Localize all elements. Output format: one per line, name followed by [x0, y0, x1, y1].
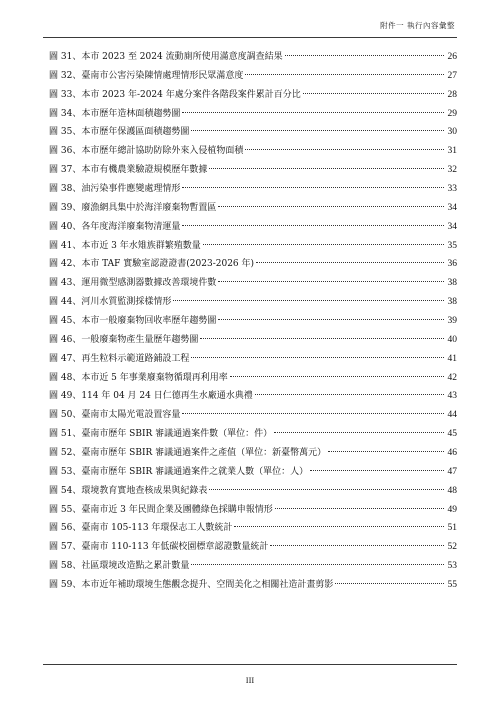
toc-entry[interactable]: [49, 86, 457, 105]
toc-entry-page: 30: [447, 127, 457, 138]
toc-entry-title: 圖 43、運用微型感測器數據改善環境件數: [49, 278, 217, 289]
toc-entry[interactable]: [49, 519, 457, 538]
toc-entry[interactable]: [49, 312, 457, 331]
toc-dot-leader: [173, 300, 444, 301]
toc-entry[interactable]: [49, 237, 457, 256]
toc-entry[interactable]: [49, 48, 457, 67]
toc-dot-leader: [182, 413, 444, 414]
toc-entry-title: 圖 49、114 年 04 月 24 日仁德再生水廠通水典禮: [49, 391, 253, 402]
toc-dot-leader: [209, 489, 444, 490]
toc-entry-title: 圖 53、臺南市歷年 SBIR 審議通過案件之就業人數（單位：人）: [49, 466, 309, 477]
toc-entry[interactable]: [49, 576, 457, 595]
toc-entry-page: 34: [447, 202, 457, 213]
toc-dot-leader: [200, 338, 444, 339]
toc-entry-title: 圖 32、臺南市公害污染陳情處理情形民眾滿意度: [49, 70, 244, 81]
toc-entry-title: 圖 54、環境教育實地查核成果與紀錄表: [49, 485, 208, 496]
toc-entry[interactable]: [49, 387, 457, 406]
toc-entry-title: 圖 52、臺南市歷年 SBIR 審議通過案件之產值（單位：新臺幣萬元）: [49, 448, 327, 459]
toc-dot-leader: [230, 376, 444, 377]
toc-entry-page: 39: [447, 316, 457, 327]
toc-dot-leader: [256, 262, 444, 263]
toc-entry[interactable]: [49, 350, 457, 369]
toc-entry[interactable]: [49, 67, 457, 86]
toc-entry-title: 圖 35、本市歷年保護區面積趨勢圖: [49, 127, 190, 138]
toc-dot-leader: [182, 187, 444, 188]
toc-entry-title: 圖 58、社區環境改造點之累計數量: [49, 561, 190, 572]
toc-entry[interactable]: [49, 180, 457, 199]
toc-entry-title: 圖 50、臺南市太陽光電設置容量: [49, 410, 181, 421]
toc-dot-leader: [255, 394, 444, 395]
toc-dot-leader: [182, 112, 444, 113]
toc-dot-leader: [209, 168, 444, 169]
toc-entry[interactable]: [49, 538, 457, 557]
toc-dot-leader: [218, 281, 444, 282]
toc-entry-page: 43: [447, 391, 457, 402]
toc-entry-page: 46: [447, 448, 457, 459]
toc-dot-leader: [182, 225, 444, 226]
toc-dot-leader: [245, 74, 444, 75]
toc-entry-title: 圖 59、本市近年補助環境生態觀念提升、空間美化之相關社造計畫剪影: [49, 580, 334, 591]
toc-entry-page: 48: [447, 485, 457, 496]
toc-entry-page: 51: [447, 523, 457, 534]
toc-dot-leader: [191, 564, 444, 565]
toc-dot-leader: [270, 545, 444, 546]
toc-entry-page: 52: [447, 542, 457, 553]
toc-entry-title: 圖 47、再生粒料示範道路鋪設工程: [49, 353, 190, 364]
running-header: 附件一 執行內容彙整: [380, 21, 455, 30]
figure-list: [49, 48, 457, 595]
toc-entry-title: 圖 39、廢漁網具集中於海洋廢棄物暫置區: [49, 202, 217, 213]
toc-entry[interactable]: [49, 331, 457, 350]
toc-entry-page: 36: [447, 259, 457, 270]
toc-entry-page: 32: [447, 165, 457, 176]
toc-dot-leader: [285, 55, 444, 56]
toc-entry-title: 圖 46、一般廢棄物產生量歷年趨勢圖: [49, 334, 199, 345]
toc-dot-leader: [218, 319, 444, 320]
toc-entry-title: 圖 56、臺南市 105-113 年環保志工人數統計: [49, 523, 233, 534]
toc-dot-leader: [191, 357, 444, 358]
toc-entry-page: 38: [447, 278, 457, 289]
toc-entry-title: 圖 55、臺南市近 3 年民間企業及團體綠色採購申報情形: [49, 504, 273, 515]
toc-entry[interactable]: [49, 463, 457, 482]
toc-entry[interactable]: [49, 161, 457, 180]
toc-dot-leader: [245, 149, 444, 150]
toc-entry-title: 圖 51、臺南市歷年 SBIR 審議通過案件數（單位：件）: [49, 429, 273, 440]
toc-dot-leader: [303, 93, 444, 94]
toc-entry-page: 41: [447, 353, 457, 364]
toc-entry-title: 圖 41、本市近 3 年水雉族群繁殖數量: [49, 240, 201, 251]
toc-entry-page: 35: [447, 240, 457, 251]
toc-entry-page: 45: [447, 429, 457, 440]
toc-entry[interactable]: [49, 105, 457, 124]
toc-entry[interactable]: [49, 274, 457, 293]
toc-entry-page: 49: [447, 504, 457, 515]
toc-entry-title: 圖 33、本市 2023 年-2024 年處分案件各階段案件累計百分比: [49, 89, 301, 100]
toc-entry-title: 圖 37、本市有機農業驗證規模歷年數據: [49, 165, 208, 176]
toc-entry-page: 27: [447, 70, 457, 81]
toc-entry-title: 圖 42、本市 TAF 實驗室認證證書(2023-2026 年): [49, 259, 255, 270]
toc-dot-leader: [275, 508, 444, 509]
toc-entry-page: 26: [447, 52, 457, 62]
toc-entry[interactable]: [49, 199, 457, 218]
toc-entry-page: 29: [447, 108, 457, 119]
toc-entry-page: 40: [447, 334, 457, 345]
toc-entry-page: 42: [447, 372, 457, 383]
toc-entry-page: 33: [447, 184, 457, 195]
toc-entry[interactable]: [49, 255, 457, 274]
toc-entry-title: 圖 44、河川水質監測採樣情形: [49, 297, 172, 308]
toc-dot-leader: [328, 451, 444, 452]
toc-entry[interactable]: [49, 482, 457, 501]
toc-entry-title: 圖 57、臺南市 110-113 年低碳校園標章認證數量統計: [49, 542, 269, 553]
toc-entry[interactable]: [49, 406, 457, 425]
toc-entry-page: 47: [447, 466, 457, 477]
toc-entry[interactable]: [49, 293, 457, 312]
toc-dot-leader: [218, 206, 444, 207]
toc-entry-page: 28: [447, 89, 457, 100]
toc-entry-title: 圖 48、本市近 5 年事業廢棄物循環再利用率: [49, 372, 228, 383]
footer-divider: [43, 664, 457, 665]
toc-entry-title: 圖 31、本市 2023 至 2024 流動廁所使用滿意度調查結果: [49, 52, 283, 62]
toc-entry[interactable]: [49, 123, 457, 142]
toc-entry[interactable]: [49, 501, 457, 520]
toc-entry[interactable]: [49, 425, 457, 444]
toc-entry-title: 圖 40、各年度海洋廢棄物清運量: [49, 221, 181, 232]
toc-entry-title: 圖 34、本市歷年造林面積趨勢圖: [49, 108, 181, 119]
toc-entry-title: 圖 36、本市歷年總計協助防除外來入侵植物面積: [49, 146, 244, 157]
toc-entry-page: 44: [447, 410, 457, 421]
toc-entry[interactable]: [49, 369, 457, 388]
toc-entry-page: 55: [447, 580, 457, 591]
toc-entry[interactable]: [49, 557, 457, 576]
toc-entry-title: 圖 45、本市一般廢棄物回收率歷年趨勢圖: [49, 316, 217, 327]
toc-dot-leader: [234, 526, 444, 527]
toc-dot-leader: [335, 583, 444, 584]
toc-dot-leader: [274, 432, 444, 433]
toc-entry-page: 38: [447, 297, 457, 308]
toc-entry[interactable]: [49, 142, 457, 161]
toc-dot-leader: [191, 130, 444, 131]
toc-entry-title: 圖 38、油污染事件應變處理情形: [49, 184, 181, 195]
page-number: III: [245, 675, 255, 685]
toc-entry-page: 53: [447, 561, 457, 572]
toc-entry[interactable]: [49, 218, 457, 237]
toc-dot-leader: [203, 244, 444, 245]
toc-entry-page: 34: [447, 221, 457, 232]
toc-dot-leader: [310, 470, 444, 471]
toc-entry-page: 31: [447, 146, 457, 157]
toc-entry[interactable]: [49, 444, 457, 463]
header-divider: [43, 37, 457, 38]
